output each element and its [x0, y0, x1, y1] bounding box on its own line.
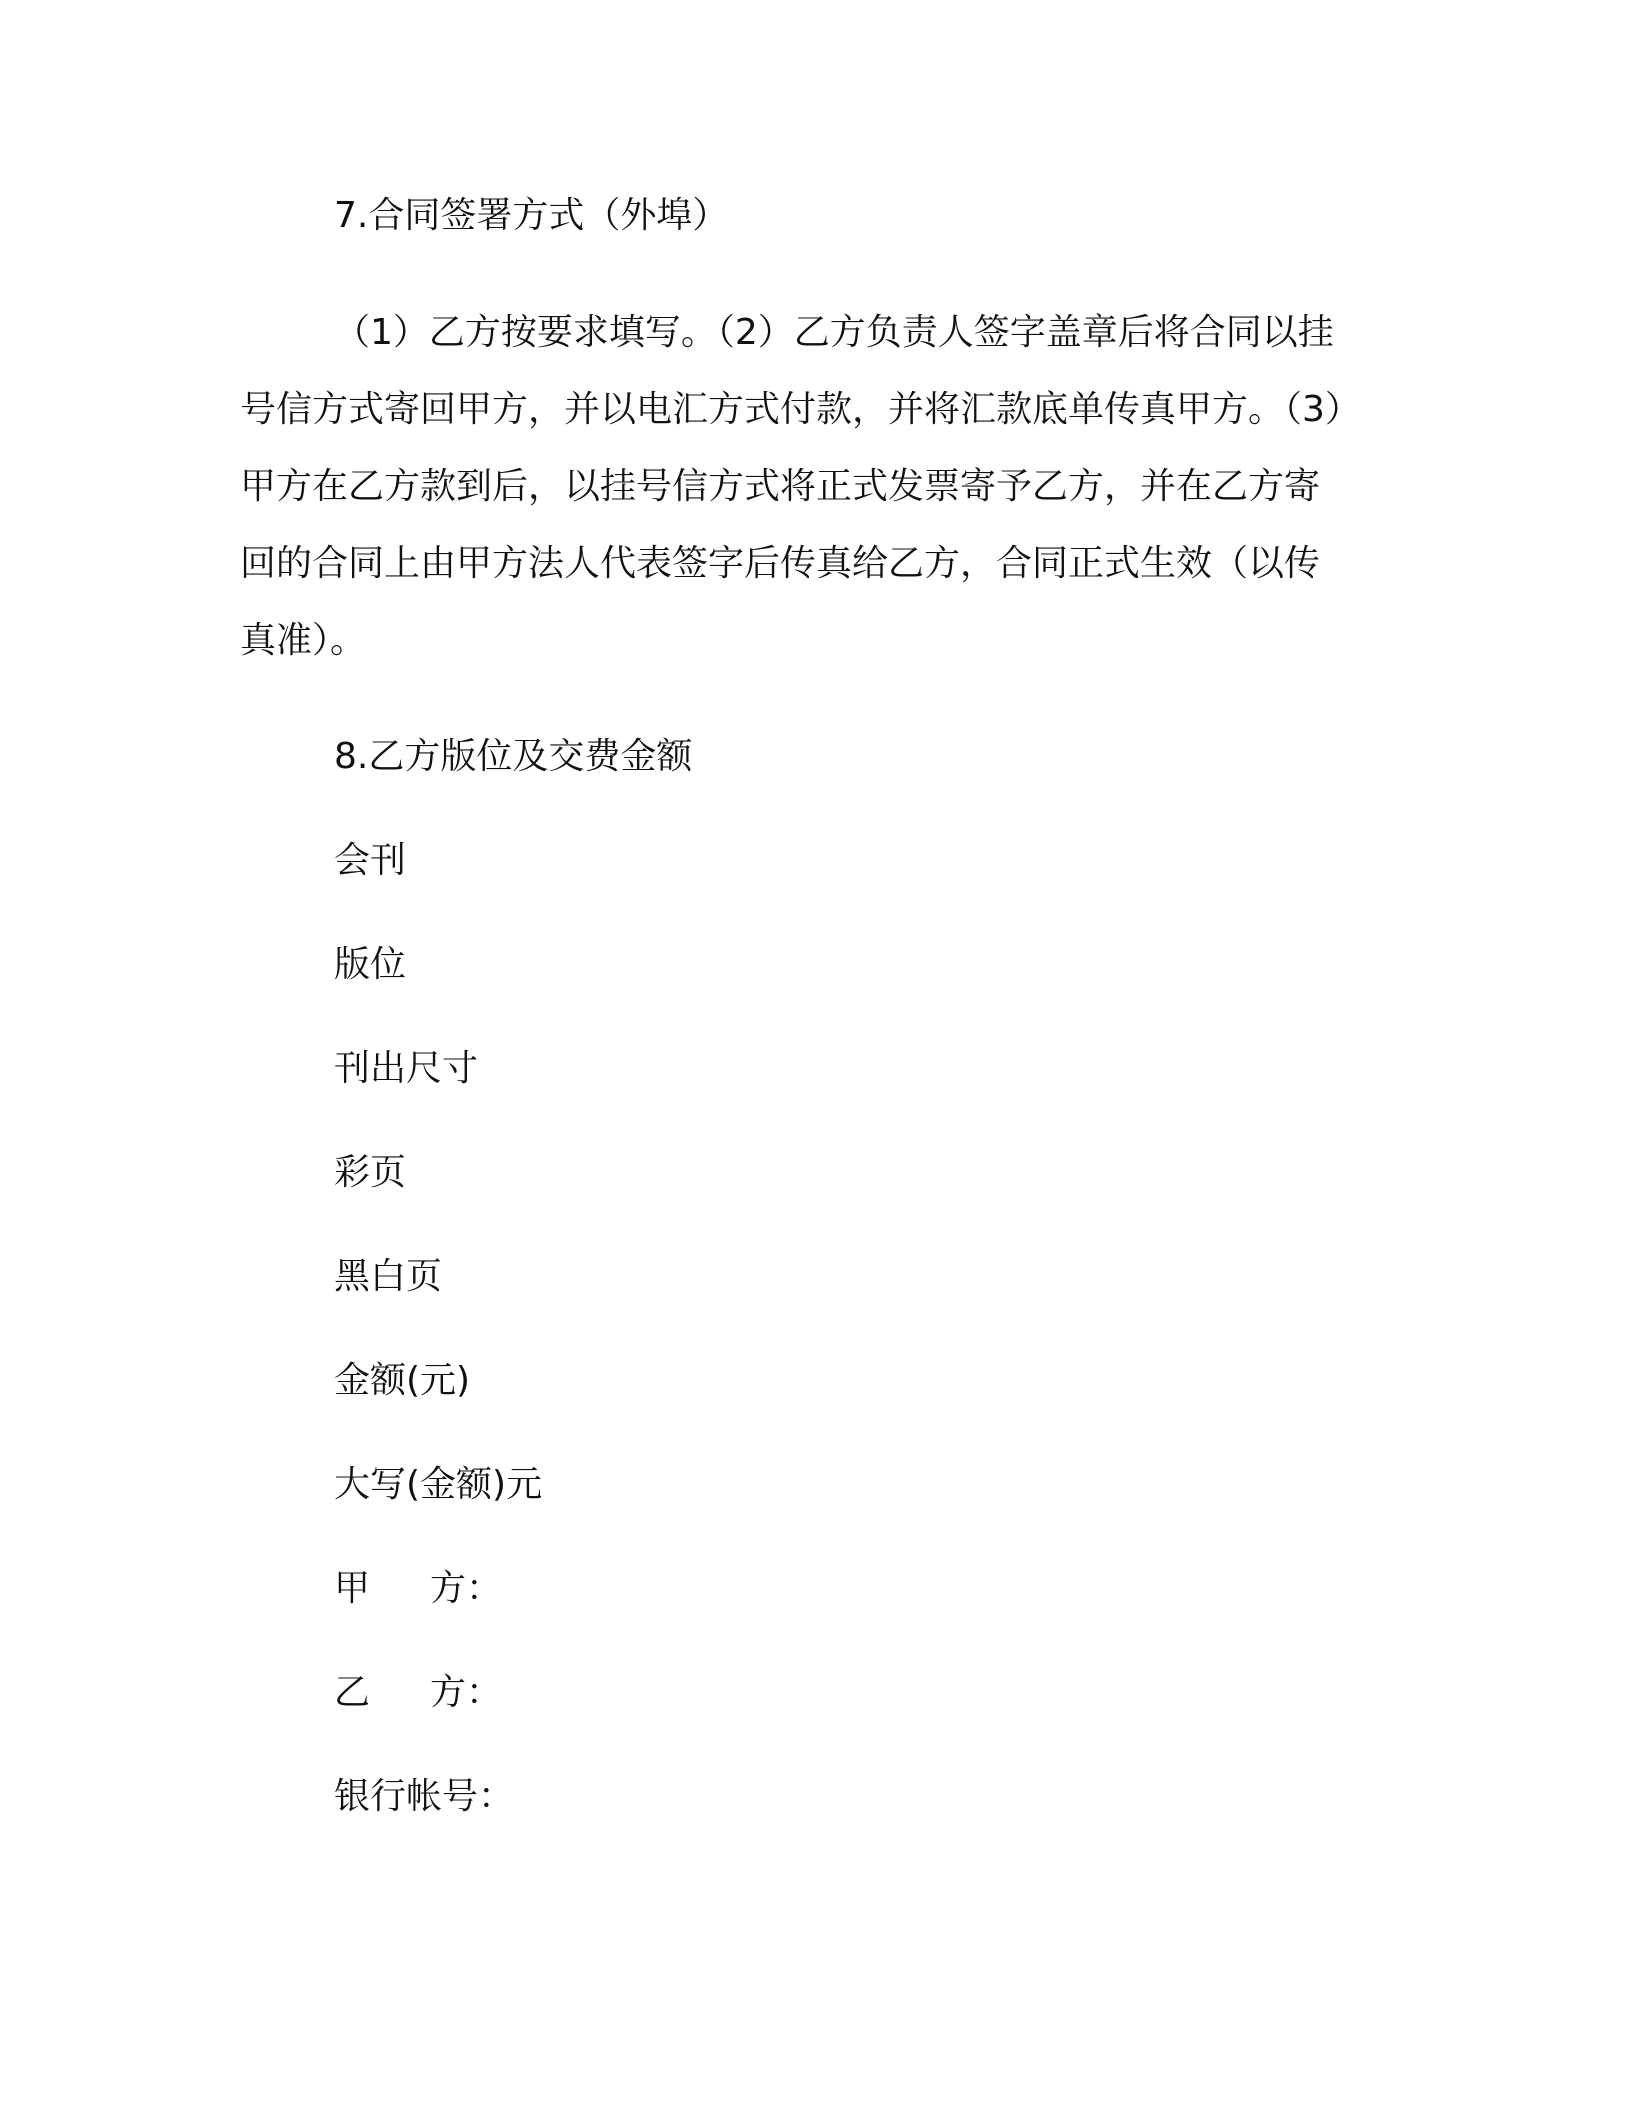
field-label-bw-page: 黑白页	[334, 1256, 443, 1297]
paragraph-line: 甲方在乙方款到后，以挂号信方式将正式发票寄予乙方，并在乙方寄	[240, 466, 1321, 507]
paragraph-line: 回的合同上由甲方法人代表签字后传真给乙方，合同正式生效（以传	[240, 543, 1321, 584]
section-7-heading: 7.合同签署方式（外埠）	[334, 195, 729, 236]
party-a-char2: 方：	[430, 1568, 503, 1609]
party-a-label	[240, 1563, 1400, 1667]
party-b-label	[240, 1667, 1400, 1771]
field-label-size: 刊出尺寸	[334, 1048, 479, 1089]
party-b-char1: 乙	[334, 1672, 371, 1713]
section-8-heading: 8.乙方版位及交费金额	[334, 736, 693, 777]
document-body	[240, 190, 1400, 1875]
field-label-color-page: 彩页	[334, 1152, 407, 1193]
field-label-huikan: 会刊	[334, 840, 407, 881]
party-a-char1: 甲	[334, 1568, 371, 1609]
bank-account-label: 银行帐号：	[334, 1776, 515, 1817]
field-label-amount: 金额(元)	[334, 1360, 471, 1401]
paragraph-line: （1）乙方按要求填写。（2）乙方负责人签字盖章后将合同以挂	[334, 312, 1334, 353]
field-label-amount-capital: 大写(金额)元	[334, 1464, 543, 1505]
paragraph-line: 真准）。	[240, 620, 367, 661]
party-b-char2: 方：	[430, 1672, 503, 1713]
paragraph-line: 号信方式寄回甲方，并以电汇方式付款，并将汇款底单传真甲方。（3）	[240, 389, 1361, 430]
section-7-paragraph	[240, 294, 1400, 679]
field-label-banwei: 版位	[334, 944, 407, 985]
